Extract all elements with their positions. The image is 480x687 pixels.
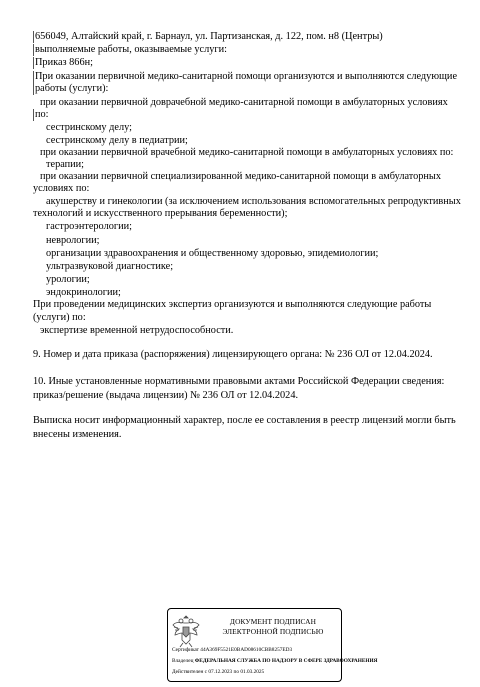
- prehospital-care-line-cont: по:: [35, 109, 49, 120]
- owner-row: [172, 658, 377, 665]
- stamp-title: [208, 617, 338, 637]
- service-item-ultrasound: ультразвуковой диагностике;: [46, 261, 174, 272]
- service-item-neurology: неврологии;: [46, 235, 100, 246]
- service-item-disability-expertise: экспертизе временной нетрудоспособности.: [40, 325, 234, 336]
- electronic-signature-stamp: [167, 608, 378, 682]
- expertise-intro-cont: (услуги) по:: [33, 312, 86, 323]
- service-item-gastroenterology: гастроэнтерологии;: [46, 221, 132, 232]
- order-number-paragraph: 9. Номер и дата приказа (распоряжения) лицензирующего органа: № 236 ОЛ от 12.04.2024.: [33, 349, 433, 360]
- owner-value: ФЕДЕРАЛЬНАЯ СЛУЖБА ПО НАДЗОРУ В СФЕРЕ ЗДРАВООХРАНЕНИЯ: [194, 658, 378, 664]
- service-item-pediatric-nursing: сестринскому делу в педиатрии;: [46, 135, 188, 146]
- service-item-health-organization: организации здравоохранения и общественному здоровью, эпидемиологии;: [46, 248, 379, 259]
- primary-care-intro: При оказании первичной медико-санитарной помощи организуются и выполняются следующие: [35, 71, 458, 82]
- other-info-paragraph: 10. Иные установленные нормативными правовыми актами Российской Федерации сведения: приказ/решение (выдача лицензии) № 236 ОЛ от 12.04.2024.: [33, 376, 445, 401]
- disclaimer-paragraph: Выписка носит информационный характер, после ее составления в реестр лицензий могли быть внесены изменения.: [33, 415, 456, 440]
- prehospital-care-line: при оказании первичной доврачебной медико-санитарной помощи в амбулаторных условиях: [40, 97, 448, 108]
- service-item-obstetrics-cont: технологий и искусственного прерывания беременности);: [33, 208, 288, 219]
- owner-label: Владелец: [172, 658, 194, 664]
- service-item-obstetrics: акушерству и гинекологии (за исключением использования вспомогательных репродуктивных: [46, 196, 461, 207]
- expertise-intro: При проведении медицинских экспертиз организуются и выполняются следующие работы: [33, 299, 432, 310]
- physician-care-line: при оказании первичной врачебной медико-санитарной помощи в амбулаторных условиях по:: [40, 147, 454, 158]
- stamp-title-line-2: ЭЛЕКТРОННОЙ ПОДПИСЬЮ: [222, 627, 324, 636]
- stamp-title-line-1: ДОКУМЕНТ ПОДПИСАН: [229, 617, 317, 626]
- certificate-value: 44A369F5521E0BAD08610CBB8257ED3: [200, 647, 293, 653]
- validity-row: Действителен с 07.12.2023 по 01.03.2025: [172, 669, 265, 675]
- service-item-endocrinology: эндокринологии;: [46, 287, 121, 298]
- double-headed-eagle-emblem-icon: [171, 613, 201, 649]
- service-item-urology: урологии;: [46, 274, 90, 285]
- certificate-label: Сертификат: [172, 647, 199, 653]
- address-line: 656049, Алтайский край, г. Барнаул, ул. Партизанская, д. 122, пом. н8 (Центры): [35, 31, 383, 42]
- specialized-care-line-cont: условиях по:: [33, 183, 90, 194]
- certificate-row: [172, 647, 292, 654]
- primary-care-intro-cont: работы (услуги):: [35, 83, 109, 94]
- order-reference: Приказ 866н;: [35, 57, 93, 68]
- service-item-nursing: сестринскому делу;: [46, 122, 132, 133]
- specialized-care-line: при оказании первичной специализированной медико-санитарной помощи в амбулаторных: [40, 171, 441, 182]
- service-item-therapy: терапии;: [46, 159, 85, 170]
- services-heading: выполняемые работы, оказываемые услуги:: [35, 44, 227, 55]
